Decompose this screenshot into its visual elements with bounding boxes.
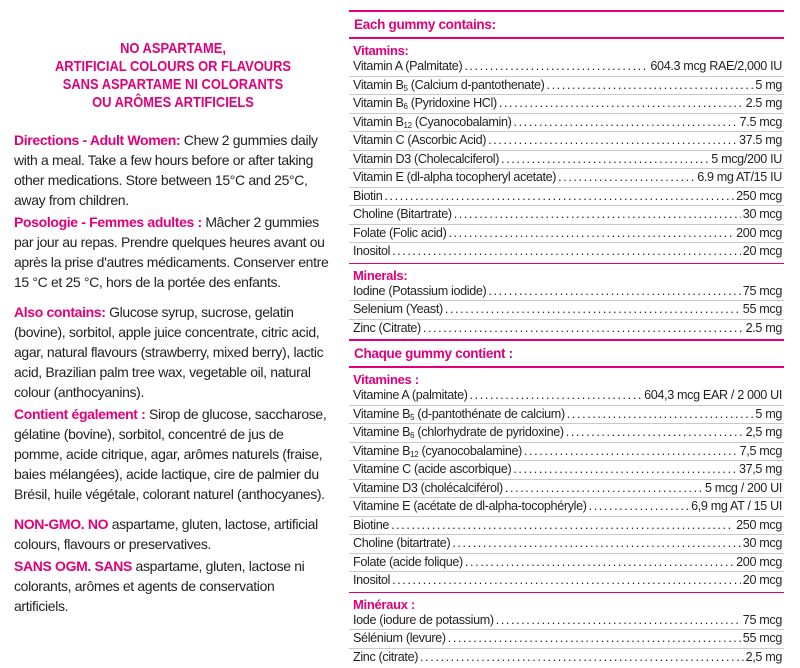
nutrient-name (353, 114, 511, 132)
nutrient-amount: 20 mcg (742, 244, 782, 258)
nutrient-amount: 5 mcg / 200 UI (705, 480, 782, 495)
nutrient-amount: 2.5 mg (745, 320, 782, 335)
panel-french (349, 339, 784, 666)
warning-line: OU ARÔMES ARTIFICIELS (92, 94, 254, 111)
nutrient-name-suffix: (chlorhydrate de pyridoxine) (414, 425, 564, 439)
dot-leader (496, 612, 741, 630)
dot-leader (448, 225, 734, 243)
label-left-column (14, 40, 332, 626)
dot-leader (392, 243, 741, 261)
minerals-title-en: Minerals: (353, 267, 408, 283)
nutrient-name (353, 387, 468, 405)
dot-leader (423, 320, 744, 338)
nutrient-name-text: Vitamine B (353, 406, 411, 421)
nutrient-row (349, 151, 784, 170)
nutrient-name-text: Vitamin E (dl-alpha tocopheryl acetate) (353, 170, 557, 184)
vitamins-title-en: Vitamins: (353, 43, 409, 58)
nutrient-row (349, 114, 784, 133)
nutrient-row (349, 320, 784, 338)
nutrient-row (349, 132, 784, 151)
nutrient-name-text: Choline (Bitartrate) (353, 207, 452, 221)
panel-heading-fr: Chaque gummy contient : (349, 339, 784, 368)
nutrient-row (349, 498, 784, 517)
nutrient-name (353, 480, 503, 498)
dot-leader (470, 387, 643, 405)
nutrient-name (353, 283, 486, 301)
nutrient-amount: 250 mcg (736, 517, 782, 532)
nutrient-amount: 604,3 mcg EAR / 2 000 UI (644, 388, 782, 402)
non-gmo-fr (14, 556, 332, 616)
nutrient-name-text: Biotin (353, 188, 383, 203)
nutrient-name-text: Vitamine C (acide ascorbique) (353, 462, 512, 476)
nutrient-name-suffix: (d-pantothénate de calcium) (414, 406, 565, 421)
nutrient-name (353, 443, 522, 461)
nutrient-row (349, 283, 784, 302)
vitamins-list-fr (349, 387, 784, 590)
nutrient-amount: 200 mcg (736, 225, 782, 240)
nutrient-amount: 5 mg (755, 77, 782, 92)
dot-leader (567, 406, 754, 424)
nutrient-subscript: 6 (403, 102, 408, 111)
nutrient-amount: 5 mg (755, 406, 782, 421)
nutrient-name (353, 243, 390, 261)
nutrient-row (349, 649, 784, 667)
nutrient-subscript: 5 (403, 83, 408, 93)
warning-line: SANS ASPARTAME NI COLORANTS (62, 76, 284, 93)
dot-leader (546, 77, 753, 95)
directions-en-lead: Directions - Adult Women: (14, 132, 181, 148)
nutrient-amount: 6,9 mg AT / 15 UI (691, 499, 782, 513)
nutrient-amount: 75 mcg (742, 612, 782, 627)
dot-leader (464, 58, 648, 76)
dot-leader (589, 498, 690, 516)
nutrient-name-text: Iodine (Potassium iodide) (353, 283, 487, 298)
dot-leader (566, 424, 744, 442)
nutrient-name (353, 535, 450, 553)
nutrient-amount: 30 mcg (742, 207, 782, 221)
nutrient-amount: 200 mcg (736, 554, 782, 569)
nutrient-name-text: Vitamin A (Palmitate) (353, 59, 463, 73)
vitamins-list-en (349, 58, 784, 261)
nutrient-name-text: Vitamine E (acétate de dl-alpha-tocophéryle) (353, 499, 587, 513)
nutrient-name-text: Selenium (Yeast) (353, 302, 443, 316)
dot-leader (513, 461, 737, 479)
nutrient-name-text: Vitamin B (353, 96, 404, 110)
nutrient-name-text: Choline (bitartrate) (353, 536, 451, 550)
nutrient-amount: 55 mcg (742, 631, 782, 645)
directions-fr-text: Mâcher 2 gummies par jour au repas. Prendre quelques heures avant ou après la prise d'autres médicaments. Conserver entre 15 °C et 25 °C, hors de la portée des enfants. (14, 214, 329, 290)
nutrient-row (349, 206, 784, 225)
nutrient-name (353, 77, 544, 95)
nutrient-name (353, 169, 556, 187)
non-gmo-fr-lead: SANS OGM. SANS (14, 558, 133, 574)
dot-leader (448, 630, 741, 648)
nutrient-amount: 2,5 mg (745, 425, 782, 439)
nutrient-name-text: Folate (acide folique) (353, 554, 463, 569)
nutrient-row (349, 301, 784, 320)
nutrient-row (349, 630, 784, 649)
dot-leader (454, 206, 741, 224)
nutrient-name-text: Folate (Folic acid) (353, 225, 447, 240)
dot-leader (452, 535, 741, 553)
nutrient-subscript: 12 (403, 120, 412, 130)
dot-leader (445, 301, 741, 319)
minerals-section-en (349, 263, 784, 338)
directions-en (14, 130, 332, 210)
nutrient-name (353, 612, 494, 630)
directions-fr (14, 212, 332, 292)
nutrient-name (353, 95, 497, 113)
nutrient-subscript: 6 (410, 431, 415, 440)
nutrient-name (353, 225, 446, 243)
nutrient-name (353, 649, 418, 667)
nutrient-name-text: Inositol (353, 244, 391, 258)
nutrient-row (349, 535, 784, 554)
dot-leader (501, 151, 709, 169)
nutrient-amount: 20 mcg (742, 573, 782, 587)
nutrient-name (353, 630, 446, 648)
nutrient-row (349, 443, 784, 462)
nutrient-name (353, 188, 382, 206)
vitamins-section-en (349, 43, 784, 261)
nutrient-amount: 2,5 mg (745, 649, 782, 664)
dot-leader (499, 95, 744, 113)
nutrient-row (349, 480, 784, 499)
nutrient-row (349, 387, 784, 406)
nutrient-row (349, 517, 784, 536)
directions-fr-lead: Posologie - Femmes adultes : (14, 214, 202, 230)
nutrient-name (353, 301, 443, 319)
nutrient-name-text: Zinc (Citrate) (353, 320, 421, 335)
also-contains-fr-text: Sirop de glucose, saccharose, gélatine (bovine), sorbitol, concentré de jus de pomme, acide citrique, agar, arômes naturels (fraise, baies mélangées), acide lactique, cire de palmier du Brésil, huile végétale, colorant naturel (anthocyanes). (14, 406, 327, 502)
nutrient-name (353, 151, 499, 169)
dot-leader (488, 283, 740, 301)
nutrient-amount: 604.3 mcg RAE/2,000 IU (650, 59, 782, 73)
dot-leader (513, 114, 737, 132)
directions-en-text: Chew 2 gummies daily with a meal. Take a few hours before or after taking other medications. Store between 15°C and 25°C, away from children. (14, 132, 318, 208)
nutrient-name (353, 572, 390, 590)
minerals-list-en (349, 283, 784, 338)
also-contains-en-lead: Also contains: (14, 304, 106, 320)
nutrient-name-text: Vitamin D3 (Cholecalciferol) (353, 151, 500, 166)
nutrient-row (349, 461, 784, 480)
allergen-warning (36, 40, 309, 112)
dot-leader (420, 649, 744, 667)
warning-line: NO ASPARTAME, (120, 40, 226, 57)
nutrient-name (353, 554, 463, 572)
vitamins-section-fr (349, 372, 784, 590)
nutrient-amount: 7,5 mcg (739, 443, 782, 458)
nutrient-name-suffix: (Pyridoxine HCl) (407, 96, 497, 110)
nutrient-name (353, 406, 565, 424)
nutrient-name (353, 461, 511, 479)
non-gmo-fr-text: aspartame, gluten, lactose ni colorants, arômes et agents de conservation artificiels. (14, 558, 305, 614)
nutrient-row (349, 572, 784, 590)
dot-leader (465, 554, 734, 572)
nutrient-name-text: Zinc (citrate) (353, 649, 419, 664)
dot-leader (505, 480, 703, 498)
nutrient-amount: 2.5 mg (745, 96, 782, 110)
nutrient-name-suffix: (Cyanocobalamin) (411, 114, 512, 129)
nutrient-subscript: 12 (410, 449, 419, 459)
nutrient-name-text: Vitamin B (353, 77, 404, 92)
nutrient-name-text: Inositol (353, 573, 391, 587)
nutrient-name-text: Vitamine D3 (cholécalciférol) (353, 480, 503, 495)
dot-leader (524, 443, 738, 461)
nutrient-amount: 55 mcg (742, 302, 782, 316)
nutrient-name (353, 58, 462, 76)
nutrient-name-text: Biotine (353, 517, 390, 532)
also-contains-en (14, 302, 332, 402)
nutrient-row (349, 424, 784, 443)
nutrient-name-text: Vitamine A (palmitate) (353, 388, 468, 402)
nutrient-name-suffix: (cyanocobalamine) (418, 443, 522, 458)
dot-leader (558, 169, 695, 187)
nutrient-name-text: Vitamine B (353, 443, 411, 458)
minerals-list-fr (349, 612, 784, 667)
dot-leader (384, 188, 734, 206)
nutrient-name (353, 132, 486, 150)
non-gmo-en-lead: NON-GMO. NO (14, 516, 109, 532)
nutrient-row (349, 406, 784, 425)
also-contains-fr (14, 404, 332, 504)
minerals-title-fr: Minéraux : (353, 596, 416, 612)
nutrient-row (349, 58, 784, 77)
nutrient-amount: 7.5 mcg (739, 114, 782, 129)
nutrient-name-text: Sélénium (levure) (353, 631, 446, 645)
nutrient-amount: 37.5 mg (738, 133, 782, 147)
also-contains-fr-lead: Contient également : (14, 406, 146, 422)
nutrition-facts-panel (349, 10, 784, 668)
panel-heading-en: Each gummy contains: (349, 10, 784, 39)
nutrient-amount: 250 mcg (736, 188, 782, 203)
nutrient-amount: 5 mcg/200 IU (711, 151, 782, 166)
nutrient-row (349, 188, 784, 207)
nutrient-row (349, 612, 784, 631)
minerals-section-fr (349, 592, 784, 667)
nutrient-row (349, 169, 784, 188)
nutrient-row (349, 95, 784, 114)
nutrient-row (349, 225, 784, 244)
nutrient-name-text: Iode (iodure de potassium) (353, 612, 494, 627)
nutrient-name (353, 424, 564, 442)
nutrient-name (353, 206, 452, 224)
vitamins-title-fr: Vitamines : (353, 372, 419, 387)
nutrient-amount: 30 mcg (742, 536, 782, 550)
nutrient-name-text: Vitamine B (353, 425, 411, 439)
non-gmo-en (14, 514, 332, 554)
dot-leader (391, 517, 734, 535)
dot-leader (392, 572, 741, 590)
nutrient-name-suffix: (Calcium d-pantothenate) (407, 77, 545, 92)
nutrient-name (353, 498, 587, 516)
nutrient-subscript: 5 (410, 412, 415, 422)
nutrient-name-text: Vitamin B (353, 114, 404, 129)
nutrient-amount: 37,5 mg (738, 462, 782, 476)
warning-line: ARTIFICIAL COLOURS OR FLAVOURS (54, 58, 292, 75)
nutrient-amount: 6.9 mg AT/15 IU (697, 170, 782, 184)
panel-english (349, 10, 784, 337)
nutrient-amount: 75 mcg (742, 283, 782, 298)
also-contains-en-text: Glucose syrup, sucrose, gelatin (bovine), sorbitol, apple juice concentrate, citric acid, agar, natural flavours (strawberry, mixed berry), lactic acid, Brazilian palm tree wax, vegetable oil, natural colour (anthocyanins). (14, 304, 324, 400)
nutrient-name (353, 517, 389, 535)
nutrient-name-text: Vitamin C (Ascorbic Acid) (353, 133, 487, 147)
nutrient-row (349, 554, 784, 573)
non-gmo-en-text: aspartame, gluten, lactose, artificial colours, flavours or preservatives. (14, 516, 318, 552)
dot-leader (488, 132, 737, 150)
nutrient-row (349, 243, 784, 261)
nutrient-name (353, 320, 421, 338)
nutrient-row (349, 77, 784, 96)
